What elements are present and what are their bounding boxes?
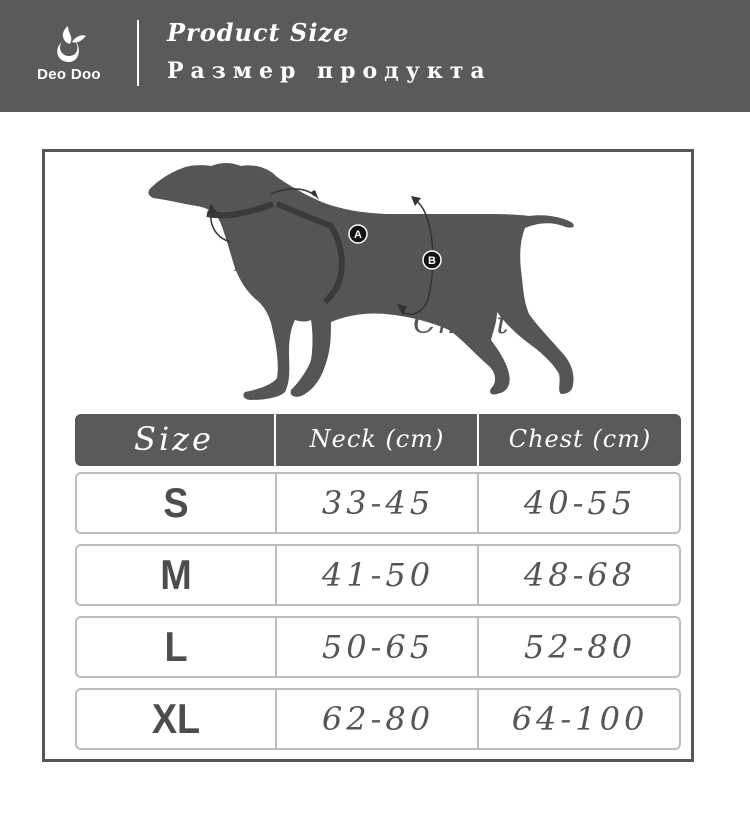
header-bar xyxy=(0,0,750,112)
table-row xyxy=(75,616,681,678)
header-chest: Chest (cm) xyxy=(508,425,652,453)
neck-cell: 41-50 xyxy=(321,556,435,594)
size-cell: L xyxy=(164,623,188,670)
leaf-drop-icon xyxy=(48,22,90,64)
neck-cell: 50-65 xyxy=(321,628,435,666)
neck-cell: 62-80 xyxy=(321,700,435,738)
table-header xyxy=(75,414,681,466)
chest-cell: 64-100 xyxy=(511,700,649,738)
header-separator xyxy=(274,414,276,466)
chest-cell: 40-55 xyxy=(523,484,637,522)
header-size: Size xyxy=(134,420,214,458)
neck-cell: 33-45 xyxy=(321,484,435,522)
title-english: Product Size xyxy=(167,18,350,47)
row-separator xyxy=(477,546,479,604)
brand-name: Deo Doo xyxy=(37,66,101,83)
brand-logo xyxy=(20,22,118,90)
chest-cell: 48-68 xyxy=(523,556,637,594)
row-separator xyxy=(275,690,277,748)
header-divider xyxy=(137,20,139,86)
row-separator xyxy=(275,618,277,676)
marker-b-label: B xyxy=(428,255,436,267)
table-row xyxy=(75,472,681,534)
header-neck: Neck (cm) xyxy=(309,425,445,453)
row-separator xyxy=(477,618,479,676)
chest-cell: 52-80 xyxy=(523,628,637,666)
chest-label: Chest xyxy=(413,306,511,341)
size-cell: XL xyxy=(151,695,201,742)
row-separator xyxy=(477,690,479,748)
size-chart-frame xyxy=(42,149,694,762)
marker-a-label: A xyxy=(354,229,362,241)
size-cell: M xyxy=(160,551,192,598)
row-separator xyxy=(477,474,479,532)
title-russian: Размер продукта xyxy=(167,58,492,84)
row-separator xyxy=(275,546,277,604)
dog-silhouette xyxy=(45,152,691,412)
dog-diagram xyxy=(45,152,691,412)
table-row xyxy=(75,688,681,750)
table-row xyxy=(75,544,681,606)
neck-label: Neck xyxy=(235,244,322,279)
row-separator xyxy=(275,474,277,532)
size-cell: S xyxy=(163,479,189,526)
